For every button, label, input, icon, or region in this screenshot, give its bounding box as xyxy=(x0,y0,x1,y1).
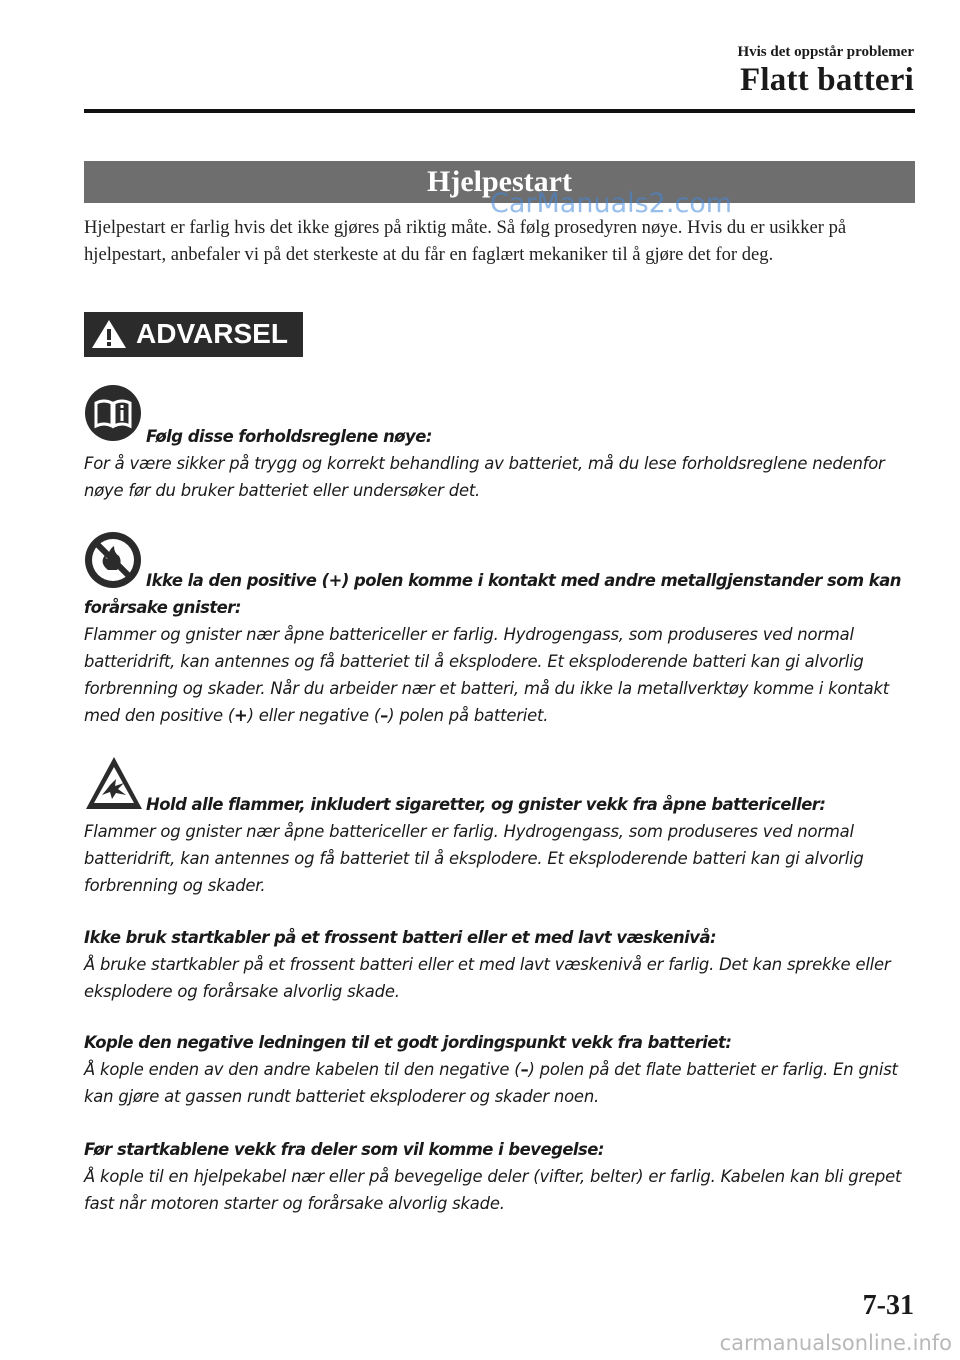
warning-item-2: Ikke la den positive (+) polen komme i kontakt med andre metallgjenstander som kan forårsake gnister: Flammer og gnister nær åpne battericeller er farlig. Hydrogengass, som produseres ved normal batteridrift, kan antennes og få batteriet til å eksplodere. Et eksploderende batteri kan gi alvorlig forbrenning og skader. Når du arbeider nær et batteri, må du ikke la metallverktøy komme i kontakt med den positive (+) eller negative (–) polen på batteriet. xyxy=(84,567,924,729)
intro-paragraph: Hjelpestart er farlig hvis det ikke gjøres på riktig måte. Så følg prosedyren nøye. Hvis du er usikker på hjelpestart, anbefaler vi på det sterkeste at du får en faglært mekaniker til å gjøre det for deg. xyxy=(84,217,847,265)
warning-item-4 xyxy=(84,924,924,1005)
footer-watermark: carmanualsonline.info xyxy=(719,1331,952,1355)
warning-body: Flammer og gnister nær åpne battericeller er farlig. Hydrogengass, som produseres ved normal batteridrift, kan antennes og få batteriet til å eksplodere. Et eksploderende batteri kan gi alvorlig forbrenning og skader. Når du arbeider nær et batteri, må du ikke la metallverktøy komme i kontakt med den positive (+) eller negative (–) polen på batteriet. xyxy=(84,625,890,725)
minus-symbol: – xyxy=(380,706,389,725)
page-title: Flatt batteri xyxy=(740,62,914,98)
warning-heading: Følg disse forholdsreglene nøye: xyxy=(146,427,432,446)
warning-heading: Hold alle flammer, inkludert sigaretter, og gnister vekk fra åpne battericeller: xyxy=(146,795,826,814)
warning-item-6 xyxy=(84,1136,924,1217)
warning-triangle-icon xyxy=(90,318,128,350)
warning-body: Å kople til en hjelpekabel nær eller på bevegelige deler (vifter, belter) er farlig. Kabelen kan bli grepet fast når motoren starter og forårsake alvorlig skade. xyxy=(84,1167,902,1213)
header-rule xyxy=(84,109,915,113)
warning-body: Å kople enden av den andre kabelen til den negative (–) polen på det flate batteriet er farlig. En gnist kan gjøre at gassen rundt batteriet eksploderer og skader noen. xyxy=(84,1060,898,1106)
warning-label: ADVARSEL xyxy=(136,318,288,349)
plus-symbol: + xyxy=(234,706,248,725)
watermark: CarManuals2.com xyxy=(490,188,733,219)
warning-item-1 xyxy=(84,423,924,504)
page-number: 7-31 xyxy=(862,1290,914,1321)
section-heading: Hjelpestart xyxy=(84,161,915,203)
warning-body: For å være sikker på trygg og korrekt behandling av batteriet, må du lese forholdsreglene nedenfor nøye før du bruker batteriet eller undersøker det. xyxy=(84,454,885,500)
plus-symbol: + xyxy=(328,571,342,590)
chapter-name: Hvis det oppstår problemer xyxy=(737,44,914,60)
minus-symbol: – xyxy=(520,1060,529,1079)
warning-heading: Ikke bruk startkabler på et frossent batteri eller et med lavt væskenivå: xyxy=(84,928,717,947)
warning-heading: Kople den negative ledningen til et godt jordingspunkt vekk fra batteriet: xyxy=(84,1033,732,1052)
warning-body: Flammer og gnister nær åpne battericeller er farlig. Hydrogengass, som produseres ved normal batteridrift, kan antennes og få batteriet til å eksplodere. Et eksploderende batteri kan gi alvorlig forbrenning og skader. xyxy=(84,822,864,895)
warning-body: Å bruke startkabler på et frossent batteri eller et med lavt væskenivå er farlig. Det kan sprekke eller eksplodere og forårsake alvorlig skade. xyxy=(84,955,891,1001)
warning-banner xyxy=(84,312,303,357)
warning-heading: Før startkablene vekk fra deler som vil komme i bevegelse: xyxy=(84,1140,604,1159)
warning-item-3 xyxy=(84,791,924,899)
warning-item-5 xyxy=(84,1029,924,1110)
